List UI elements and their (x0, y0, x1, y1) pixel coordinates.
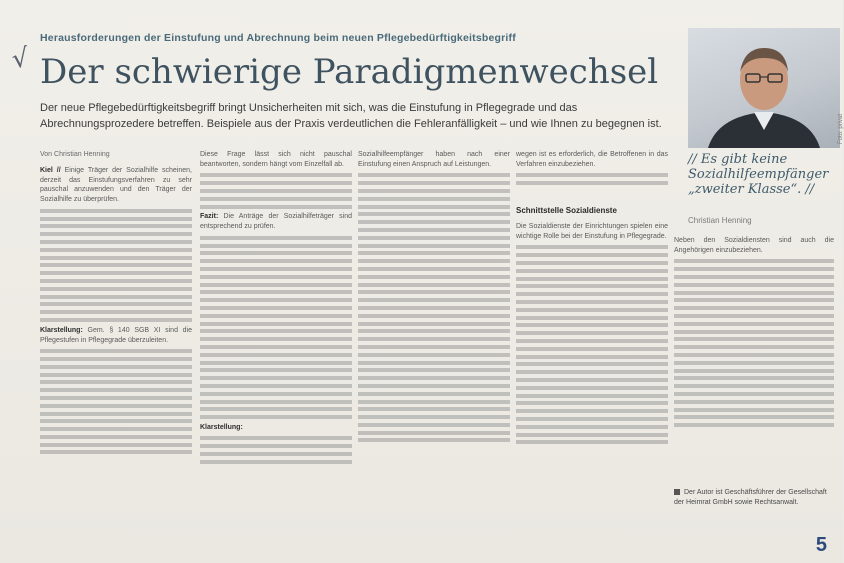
paragraph (40, 326, 192, 346)
article-headline: Der schwierige Paradigmenwechsel (40, 52, 659, 92)
paragraph: Diese Frage lässt sich nicht pauschal beantworten, sondern hängt vom Einzelfall ab. (200, 151, 352, 168)
photo-credit: Foto: privat (838, 114, 844, 145)
quote-author: Christian Henning (688, 216, 752, 225)
pull-quote: // Es gibt keine Sozialhilfeempfänger „zweiter Klasse“. // (688, 152, 829, 197)
body-text-lines (200, 173, 352, 208)
paragraph: Neben den Sozialdiensten sind auch die Angehörigen einzubeziehen. (674, 237, 834, 254)
body-column-5 (674, 236, 834, 431)
body-column-1 (40, 150, 192, 458)
article-kicker: Herausforderungen der Einstufung und Abrechnung beim neuen Pflegebedürftigkeitsbegriff (40, 32, 516, 44)
body-text-lines (516, 245, 668, 444)
paragraph: Sozialhilfeempfänger haben nach einer Einstufung einen Anspruch auf Leistungen. (358, 151, 510, 168)
body-column-4-top (516, 150, 668, 198)
body-column-4 (516, 222, 668, 448)
author-portrait-image (688, 28, 840, 148)
body-column-3 (358, 150, 510, 446)
page-number: 5 (815, 534, 827, 556)
section-subheading: Schnittstelle Sozialdienste (516, 206, 617, 215)
paragraph-text: Gem. § 140 SGB XI sind die Pflegestufen in Pflegegrade überzuleiten. (40, 326, 193, 344)
paragraph-text: Die Anträge der Sozialhilfeträger sind entsprechend zu prüfen. (200, 213, 352, 231)
paragraph (40, 166, 192, 205)
body-text-lines (200, 236, 352, 419)
body-text-lines (40, 349, 192, 454)
paragraph: wegen ist es erforderlich, die Betroffenen in das Verfahren einzubeziehen. (516, 151, 668, 168)
paragraph (200, 212, 352, 232)
paragraph-text: Einige Träger der Sozialhilfe scheinen, derzeit das Einstufungsverfahren zu sehr pauschal anzuwenden und den Träger der Sozialhilfe zu überprüfen. (40, 166, 192, 204)
paragraph: Die Sozialdienste der Einrichtungen spielen eine wichtige Rolle bei der Einstufung in Pflegegrade. (516, 223, 668, 240)
dateline: Kiel // (40, 166, 61, 174)
runin-heading: Klarstellung: (40, 326, 83, 334)
runin-heading: Fazit: (200, 213, 219, 221)
paragraph (200, 423, 352, 433)
author-note-text: Der Autor ist Geschäftsführer der Gesellschaft der Heimrat GmbH sowie Rechtsanwalt. (674, 489, 827, 506)
handwritten-checkmark: √ (9, 42, 31, 76)
article-lead: Der neue Pflegebedürftigkeitsbegriff bringt Unsicherheiten mit sich, was die Einstufung in Pflegegrade und das Abrechnungsprozedere betreffen. Beispiele aus der Praxis verdeutlichen die Fehleranfälligkeit – und wie Ihnen zu begegnen ist. (40, 102, 662, 130)
body-text-lines (674, 259, 834, 427)
body-text-lines (358, 173, 510, 442)
runin-heading: Klarstellung: (200, 423, 243, 431)
body-text-lines (516, 173, 668, 185)
body-text-lines (200, 436, 352, 463)
author-note (674, 488, 834, 507)
body-column-2 (200, 150, 352, 468)
square-bullet-icon (674, 489, 680, 495)
article-byline: Von Christian Henning (40, 151, 110, 158)
author-photo (688, 28, 844, 148)
body-text-lines (40, 209, 192, 322)
